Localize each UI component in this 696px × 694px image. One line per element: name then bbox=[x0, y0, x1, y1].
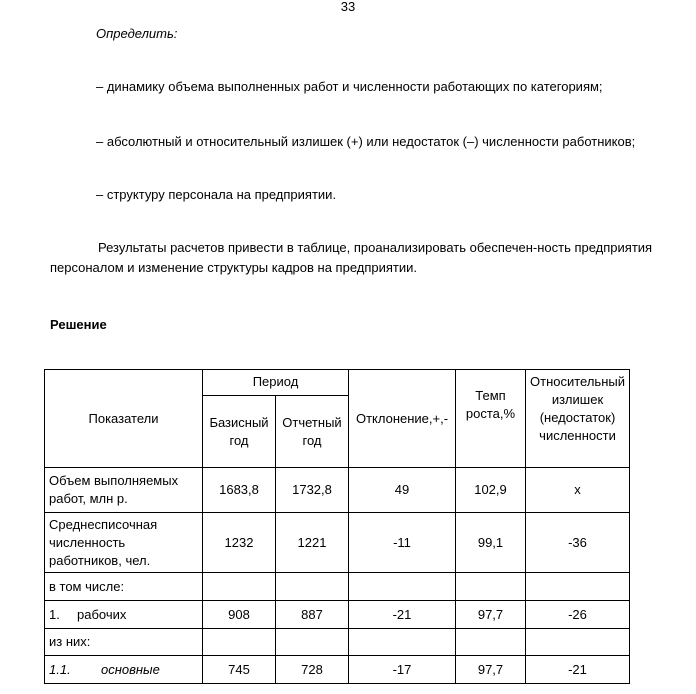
cell-rate: 99,1 bbox=[456, 513, 526, 573]
header-report-year: Отчетный год bbox=[276, 396, 349, 468]
results-table bbox=[44, 369, 630, 684]
cell-base: 1683,8 bbox=[203, 468, 276, 513]
table-row bbox=[45, 573, 630, 601]
table-row bbox=[45, 513, 630, 573]
paragraph-line-2: персоналом и изменение структуры кадров на предприятии. bbox=[50, 260, 418, 275]
cell-deviation: -21 bbox=[349, 601, 456, 629]
cell-base: 1232 bbox=[203, 513, 276, 573]
task-item-2: – абсолютный и относительный излишек (+) или недостаток (–) численности работников; bbox=[96, 134, 636, 149]
cell-deviation: 49 bbox=[349, 468, 456, 513]
row-label-numbered bbox=[45, 601, 203, 629]
cell-relative: х bbox=[526, 468, 630, 513]
cell-rate: 102,9 bbox=[456, 468, 526, 513]
row-label: из них: bbox=[45, 629, 203, 656]
paragraph-line-1: Результаты расчетов привести в таблице, проанализировать обеспечен-ность предприятия bbox=[98, 240, 653, 255]
header-period: Период bbox=[203, 370, 349, 396]
row-label: рабочих bbox=[77, 606, 127, 622]
table-header-row bbox=[45, 370, 630, 396]
task-item-3: – структуру персонала на предприятии. bbox=[96, 187, 337, 202]
page-number: 33 bbox=[340, 0, 356, 14]
cell-base: 908 bbox=[203, 601, 276, 629]
cell-relative: -26 bbox=[526, 601, 630, 629]
cell-base: 745 bbox=[203, 656, 276, 684]
instructions-paragraph bbox=[50, 238, 660, 278]
cell-report: 1732,8 bbox=[276, 468, 349, 513]
table-row bbox=[45, 601, 630, 629]
row-label: в том числе: bbox=[45, 573, 203, 601]
header-growth-rate: Темп роста,% bbox=[456, 370, 526, 468]
cell-report: 887 bbox=[276, 601, 349, 629]
define-heading: Определить: bbox=[96, 26, 178, 41]
header-indicators: Показатели bbox=[45, 370, 203, 468]
cell-report: 1221 bbox=[276, 513, 349, 573]
row-label: Объем выполняемых работ, млн р. bbox=[45, 468, 203, 513]
row-label: Среднесписочная численность работников, чел. bbox=[45, 513, 203, 573]
table-row bbox=[45, 656, 630, 684]
task-item-1: – динамику объема выполненных работ и численности работающих по категориям; bbox=[96, 79, 603, 94]
cell-report: 728 bbox=[276, 656, 349, 684]
row-label: основные bbox=[101, 661, 160, 677]
cell-deviation: -11 bbox=[349, 513, 456, 573]
cell-rate: 97,7 bbox=[456, 656, 526, 684]
table-row bbox=[45, 629, 630, 656]
cell-relative: -21 bbox=[526, 656, 630, 684]
header-base-year: Базисный год bbox=[203, 396, 276, 468]
row-number: 1. bbox=[49, 606, 60, 622]
row-label-numbered bbox=[45, 656, 203, 684]
solution-heading: Решение bbox=[50, 317, 107, 332]
cell-deviation: -17 bbox=[349, 656, 456, 684]
table-row bbox=[45, 468, 630, 513]
cell-rate: 97,7 bbox=[456, 601, 526, 629]
header-relative-surplus: Относительный излишек (недостаток) численности bbox=[526, 370, 630, 468]
header-deviation: Отклонение,+,- bbox=[349, 370, 456, 468]
cell-relative: -36 bbox=[526, 513, 630, 573]
row-number: 1.1. bbox=[49, 661, 71, 677]
